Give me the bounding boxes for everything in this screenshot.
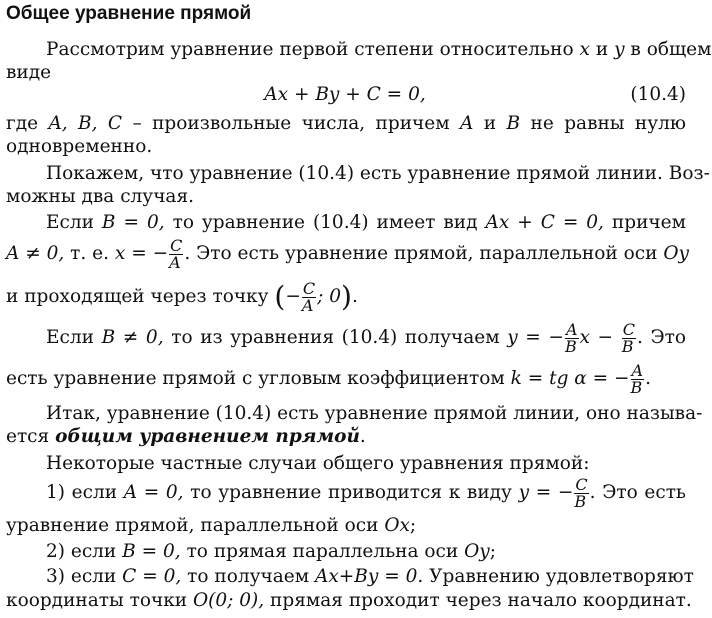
fraction-numerator: C [170, 235, 183, 255]
text-span: Если [46, 327, 94, 348]
text-span: и [483, 113, 497, 134]
text-span: прямая проходит через начало координат. [270, 590, 692, 611]
math-condition: C = 0, [122, 566, 182, 587]
paragraph-4-line-2 [6, 234, 689, 274]
math-condition: A ≠ 0, [6, 243, 65, 264]
math-point: O(0; 0), [193, 590, 265, 611]
paragraph-6-line-1: Итак, уравнение (10.4) есть уравнение прямой линии, оно называ- [46, 403, 703, 424]
text-span: 3) если [46, 566, 117, 587]
text-span: есть уравнение прямой с угловым коэффициентом [6, 368, 505, 389]
equation-formula: Ax + By + C = 0, [264, 84, 426, 105]
paragraph-1-line-2: виде [6, 62, 52, 83]
fraction-numerator: A [631, 360, 644, 380]
case-3-line-1 [46, 566, 694, 588]
fraction [621, 319, 636, 356]
math-var-x: x [579, 39, 590, 60]
fraction [574, 474, 588, 511]
fraction-denominator: A [169, 252, 181, 272]
math-equation: Ax+By = 0. [314, 566, 424, 587]
paragraph-7-line-1: Некоторые частные случаи общего уравнения прямой: [46, 453, 590, 474]
fraction-numerator: A [565, 319, 578, 339]
math-inline [518, 474, 687, 511]
math-equation: Ax + C = 0, [485, 212, 604, 233]
math-var-a: A [460, 113, 474, 134]
text-span: то из уравнения (10.4) получаем [171, 327, 500, 348]
paragraph-1-line-1 [46, 39, 712, 61]
math-minus: − [285, 286, 301, 307]
left-paren: ( [274, 280, 286, 313]
math-expression: k = tg α = − [510, 368, 630, 389]
math-expression: y = − [518, 482, 574, 503]
text-span: в общем [630, 39, 712, 60]
math-condition: B = 0, [122, 541, 181, 562]
equation-number: (10.4) [630, 84, 686, 105]
text-span: то уравнение приводится к виду [190, 482, 512, 503]
text-span: . Это есть [589, 482, 687, 503]
fraction-denominator: B [630, 377, 643, 397]
text-span: Рассмотрим уравнение первой степени относительно [46, 39, 574, 60]
section-heading: Общее уравнение прямой [6, 3, 252, 24]
text-span: то получаем [187, 566, 310, 587]
text-span: координаты точки [6, 590, 188, 611]
text-span: 1) если [46, 482, 118, 503]
fraction [630, 360, 645, 397]
fraction-denominator: A [301, 295, 314, 315]
fraction-numerator: C [302, 278, 316, 298]
text-span: и [595, 39, 609, 60]
fraction-denominator: B [564, 336, 577, 356]
math-expression: x − [579, 327, 614, 348]
math-axis: Oy [464, 541, 490, 562]
fraction [564, 319, 579, 356]
text-span: ; [489, 541, 496, 562]
text-span: – произвольные числа, причем [132, 113, 450, 134]
case-3-line-2 [6, 590, 692, 612]
text-span: ется [6, 426, 50, 447]
math-var-y: y [614, 39, 625, 60]
math-condition: B ≠ 0, [101, 327, 164, 348]
math-expression: x = − [114, 243, 169, 264]
equation-10-4 [180, 84, 510, 106]
fraction-denominator: B [574, 491, 587, 511]
emphasized-term: общим уравнением прямой [55, 426, 360, 447]
math-vars-abc: A, B, C [48, 113, 123, 134]
case-1-line-1 [46, 473, 686, 513]
right-paren: ) [341, 280, 352, 313]
case-2-line-1 [46, 541, 686, 563]
paragraph-4-line-3: и проходящей через точку (− $\frac{C}{A}$ ; 0). [6, 278, 358, 315]
math-condition: A = 0, [123, 482, 184, 503]
math-axis: Ox [384, 515, 410, 536]
math-expression: ; 0 [317, 286, 341, 307]
text-span: Если [46, 212, 94, 233]
text-span: Уравнению удовлетворяют [429, 566, 694, 587]
fraction-denominator: B [621, 336, 634, 356]
paragraph-5-line-2: есть уравнение прямой с угловым коэффициентом k = tg α = − $\frac{A}{B}$ . [6, 360, 651, 397]
paragraph-5-line-1 [46, 318, 686, 358]
math-expression: y = − [507, 327, 564, 348]
math-condition: B = 0, [101, 212, 165, 233]
fraction [301, 278, 316, 315]
case-1-line-2 [6, 515, 686, 537]
text-span: где [6, 113, 39, 134]
text-span: 2) если [46, 541, 117, 562]
paragraph-2-line-2: одновременно. [6, 136, 153, 157]
paragraph-2-line-1 [6, 113, 686, 135]
paragraph-3-line-2: можны два случая. [6, 186, 195, 207]
math-axis: Oy [663, 243, 689, 264]
fraction-numerator: C [575, 474, 588, 494]
math-inline [507, 319, 686, 356]
text-span: не равны нулю [530, 113, 686, 134]
paragraph-4-line-1 [46, 212, 686, 234]
fraction [169, 235, 183, 272]
paragraph-6-line-2 [6, 426, 686, 448]
text-span: ; [409, 515, 417, 536]
text-span: и проходящей через точку [6, 286, 269, 307]
text-span: . [359, 426, 366, 447]
text-span: причем [611, 212, 686, 233]
text-span: то прямая параллельна оси [186, 541, 459, 562]
math-inline [114, 235, 658, 272]
text-span: уравнение прямой, параллельной оси [6, 515, 379, 536]
text-span: . Это [636, 327, 686, 348]
text-span: то уравнение (10.4) имеет вид [172, 212, 478, 233]
text-span: т. е. [70, 243, 109, 264]
text-span: . Это есть уравнение прямой, параллельной оси [184, 243, 658, 264]
paragraph-3-line-1: Покажем, что уравнение (10.4) есть уравнение прямой линии. Воз- [46, 163, 710, 184]
fraction-numerator: C [622, 319, 635, 339]
math-var-b: B [506, 113, 521, 134]
